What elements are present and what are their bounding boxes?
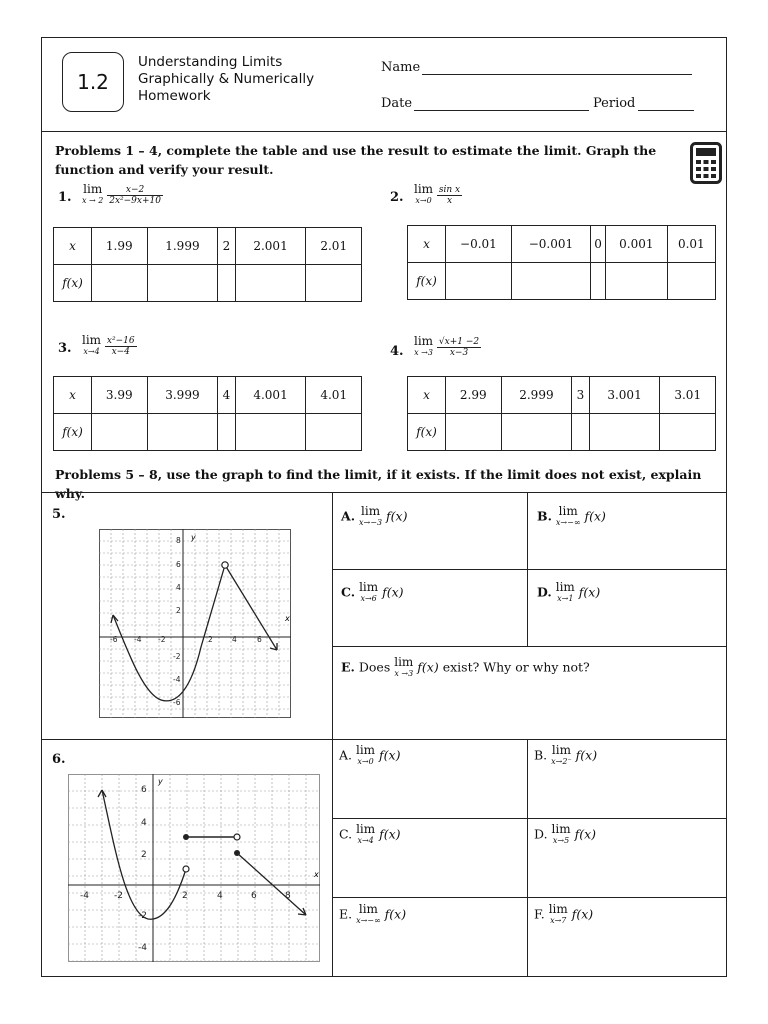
x-value: 3 — [572, 377, 589, 414]
fx: f(x) — [584, 508, 606, 524]
fx-answer-cell[interactable] — [218, 265, 235, 302]
lim-word: lim — [555, 580, 575, 594]
x-value: 0 — [591, 226, 606, 263]
part2-divider — [332, 492, 333, 977]
lim-word: lim — [83, 182, 103, 196]
calculator-icon — [690, 142, 722, 184]
x-tick-label: -4 — [80, 891, 89, 901]
x-value: 4.01 — [306, 377, 362, 414]
p6-question-d — [534, 824, 596, 846]
lim-approach: x→4 — [83, 347, 100, 356]
x-tick-label: -2 — [114, 891, 123, 901]
denominator: 2x²−9x+10 — [109, 195, 161, 206]
fx: f(x) — [571, 906, 594, 922]
lim-approach: x →3 — [394, 669, 414, 678]
q-label: B. — [537, 508, 552, 524]
y-tick-label: -4 — [138, 943, 147, 953]
fx-header: f(x) — [408, 414, 446, 451]
period-field[interactable] — [638, 110, 694, 111]
x-value: 0.001 — [606, 226, 668, 263]
x-header: x — [408, 377, 446, 414]
fx-answer-cell[interactable] — [511, 263, 590, 300]
fx-answer-cell[interactable] — [667, 263, 715, 300]
p6-question-b — [534, 745, 597, 767]
lim-approach: x→−3 — [359, 518, 383, 527]
problem-number: 2. — [390, 190, 404, 205]
q-label: A. — [339, 747, 353, 763]
problem-number: 1. — [58, 190, 72, 205]
problem-6-graph — [68, 774, 320, 962]
problem-number: 4. — [390, 344, 404, 359]
part1-instructions: Problems 1 – 4, complete the table and use the result to estimate the limit. Graph the function and verify your result. — [55, 143, 657, 177]
lim-word: lim — [358, 902, 378, 916]
lim-word: lim — [414, 182, 434, 196]
fx: f(x) — [575, 747, 598, 763]
denominator: x−3 — [449, 347, 469, 358]
fx-answer-cell[interactable] — [606, 263, 668, 300]
x-value: 2.99 — [446, 377, 502, 414]
fx-answer-cell[interactable] — [572, 414, 589, 451]
q-label: A. — [341, 508, 356, 524]
title-line: Graphically & Numerically — [138, 71, 315, 87]
p6-question-e — [339, 904, 406, 926]
p5-question-d — [537, 582, 600, 604]
fx-header: f(x) — [408, 263, 446, 300]
problem-number: 5. — [52, 507, 66, 522]
x-tick-label: -4 — [134, 635, 142, 644]
problem-1-table — [53, 227, 362, 302]
x-value: 1.999 — [147, 228, 218, 265]
denominator: x — [446, 195, 453, 206]
p6-question-a — [339, 745, 400, 767]
p5-question-c — [341, 582, 404, 604]
x-value: 4.001 — [235, 377, 306, 414]
x-value: 3.99 — [92, 377, 148, 414]
lim-word: lim — [82, 333, 102, 347]
x-tick-label: 4 — [232, 635, 237, 644]
lim-word: lim — [414, 334, 434, 348]
x-tick-label: 6 — [257, 635, 262, 644]
worksheet-title — [138, 54, 314, 105]
y-tick-label: 4 — [176, 583, 181, 592]
lim-approach: x→0 — [415, 196, 432, 205]
x-value: 2 — [218, 228, 235, 265]
fx-answer-cell[interactable] — [218, 414, 235, 451]
lim-approach: x→−∞ — [356, 916, 381, 925]
x-tick-label: 4 — [217, 891, 223, 901]
fx-answer-cell[interactable] — [235, 265, 306, 302]
open-point — [222, 562, 228, 568]
lim-approach: x→−∞ — [555, 518, 581, 527]
x-value: 3.999 — [147, 377, 218, 414]
problem-3-expression — [82, 335, 137, 357]
section-badge: 1.2 — [62, 52, 124, 112]
problem-number: 6. — [52, 752, 66, 767]
q-label: D. — [534, 826, 548, 842]
p6-row-line — [332, 897, 727, 898]
lim-word: lim — [551, 822, 571, 836]
x-axis-label: x — [314, 870, 319, 879]
fx: f(x) — [379, 826, 401, 842]
lim-approach: x→7 — [550, 916, 567, 925]
period-label: Period — [593, 96, 636, 111]
fx: f(x) — [382, 584, 404, 600]
name-field[interactable] — [422, 74, 692, 75]
fx: f(x) — [578, 584, 601, 600]
lim-approach: x→4 — [357, 836, 374, 845]
problem-3-table — [53, 376, 362, 451]
y-tick-label: 6 — [176, 560, 181, 569]
fx-answer-cell[interactable] — [306, 414, 362, 451]
fx: f(x) — [386, 508, 408, 524]
lim-approach: x→0 — [357, 757, 374, 766]
fx-header: f(x) — [54, 265, 92, 302]
numerator: sin x — [438, 184, 461, 195]
lim-approach: x→6 — [360, 594, 377, 603]
x-value: −0.01 — [446, 226, 512, 263]
p6-top-line — [41, 739, 727, 740]
lim-approach: x→2⁻ — [551, 757, 572, 766]
x-axis-label: x — [285, 614, 290, 623]
lim-word: lim — [551, 743, 571, 757]
lim-approach: x→5 — [552, 836, 570, 845]
y-tick-label: 8 — [176, 536, 181, 545]
fx-answer-cell[interactable] — [446, 263, 512, 300]
lim-word: lim — [394, 655, 414, 669]
y-tick-label: -2 — [138, 911, 147, 921]
problem-4-expression — [414, 336, 481, 358]
x-value: 0.01 — [667, 226, 715, 263]
numerator: x−2 — [107, 185, 163, 196]
fx-answer-cell[interactable] — [306, 265, 362, 302]
fx-answer-cell[interactable] — [92, 265, 148, 302]
lim-word: lim — [356, 822, 376, 836]
q-label: F. — [534, 906, 545, 922]
x-header: x — [408, 226, 446, 263]
problem-2-table — [407, 225, 716, 300]
fx-answer-cell[interactable] — [591, 263, 606, 300]
fx-header: f(x) — [54, 414, 92, 451]
y-tick-label: -6 — [173, 698, 181, 707]
x-header: x — [54, 377, 92, 414]
date-field[interactable] — [414, 110, 589, 111]
numerator: x²−16 — [106, 335, 135, 346]
problem-number: 3. — [58, 341, 72, 356]
fx-answer-cell[interactable] — [92, 414, 148, 451]
q-label: E. — [341, 659, 355, 675]
x-tick-label: -6 — [110, 635, 118, 644]
header-divider — [41, 131, 727, 132]
y-tick-label: -2 — [173, 652, 181, 661]
denominator: x−4 — [111, 346, 130, 357]
y-axis-label: y — [158, 777, 163, 786]
q-label: C. — [339, 826, 353, 842]
title-line: Understanding Limits — [138, 54, 283, 70]
fx: f(x) — [384, 906, 407, 922]
y-tick-label: 4 — [141, 818, 147, 828]
lim-word: lim — [361, 504, 381, 518]
y-tick-label: 2 — [176, 606, 181, 615]
p6-question-f — [534, 904, 593, 926]
fx-answer-cell[interactable] — [660, 414, 716, 451]
fx-answer-cell[interactable] — [147, 265, 218, 302]
date-label: Date — [381, 96, 413, 111]
q-post: exist? Why or why not? — [442, 659, 590, 675]
p6-question-c — [339, 824, 401, 846]
name-label: Name — [381, 60, 421, 75]
closed-point — [183, 834, 189, 840]
closed-point — [234, 850, 240, 856]
fx-answer-cell[interactable] — [446, 414, 502, 451]
x-value: −0.001 — [511, 226, 590, 263]
y-axis-label: y — [191, 533, 196, 542]
x-value: 2.001 — [235, 228, 306, 265]
x-value: 3.01 — [660, 377, 716, 414]
q-pre: Does — [358, 659, 391, 675]
p6-row-line — [332, 818, 727, 819]
p5-row-line — [332, 646, 727, 647]
x-tick-label: 8 — [285, 891, 291, 901]
p5-question-b — [537, 506, 606, 528]
x-tick-label: 2 — [182, 891, 188, 901]
x-value: 1.99 — [92, 228, 148, 265]
x-value: 2.999 — [501, 377, 572, 414]
problem-1-expression — [82, 184, 163, 206]
fx: f(x) — [417, 659, 439, 675]
lim-approach: x→1 — [557, 594, 574, 603]
p5-row-line — [332, 569, 727, 570]
lim-word: lim — [548, 902, 568, 916]
q-label: C. — [341, 584, 356, 600]
fx-answer-cell[interactable] — [147, 414, 218, 451]
q-label: D. — [537, 584, 552, 600]
p5-question-e — [341, 657, 590, 679]
lim-approach: x → 2 — [82, 196, 104, 205]
numerator: √x+1 −2 — [438, 336, 480, 347]
x-tick-label: 2 — [208, 635, 213, 644]
y-tick-label: 2 — [141, 850, 147, 860]
problem-5-graph — [99, 529, 291, 718]
lim-approach: x →3 — [414, 348, 433, 357]
open-point — [183, 866, 189, 872]
part2-instructions: Problems 5 – 8, use the graph to find the limit, if it exists. If the limit does not exist, explain why. — [55, 467, 702, 501]
x-value: 3.001 — [589, 377, 660, 414]
lim-word: lim — [558, 504, 578, 518]
problem-4-table — [407, 376, 716, 451]
lim-word: lim — [359, 580, 379, 594]
p5-question-a — [341, 506, 407, 528]
x-header: x — [54, 228, 92, 265]
y-tick-label: 6 — [141, 785, 147, 795]
fx-answer-cell[interactable] — [589, 414, 660, 451]
open-point — [234, 834, 240, 840]
fx: f(x) — [574, 826, 597, 842]
fx-answer-cell[interactable] — [235, 414, 306, 451]
lim-word: lim — [356, 743, 376, 757]
x-value: 4 — [218, 377, 235, 414]
q-label: B. — [534, 747, 548, 763]
p6-col-divider — [527, 739, 528, 977]
fx-answer-cell[interactable] — [501, 414, 572, 451]
fx: f(x) — [379, 747, 401, 763]
x-tick-label: -2 — [158, 635, 166, 644]
y-tick-label: -4 — [173, 675, 181, 684]
part2-top-line — [41, 492, 727, 493]
problem-2-expression — [414, 184, 462, 206]
x-tick-label: 6 — [251, 891, 257, 901]
x-value: 2.01 — [306, 228, 362, 265]
q-label: E. — [339, 906, 353, 922]
title-line: Homework — [138, 88, 211, 104]
